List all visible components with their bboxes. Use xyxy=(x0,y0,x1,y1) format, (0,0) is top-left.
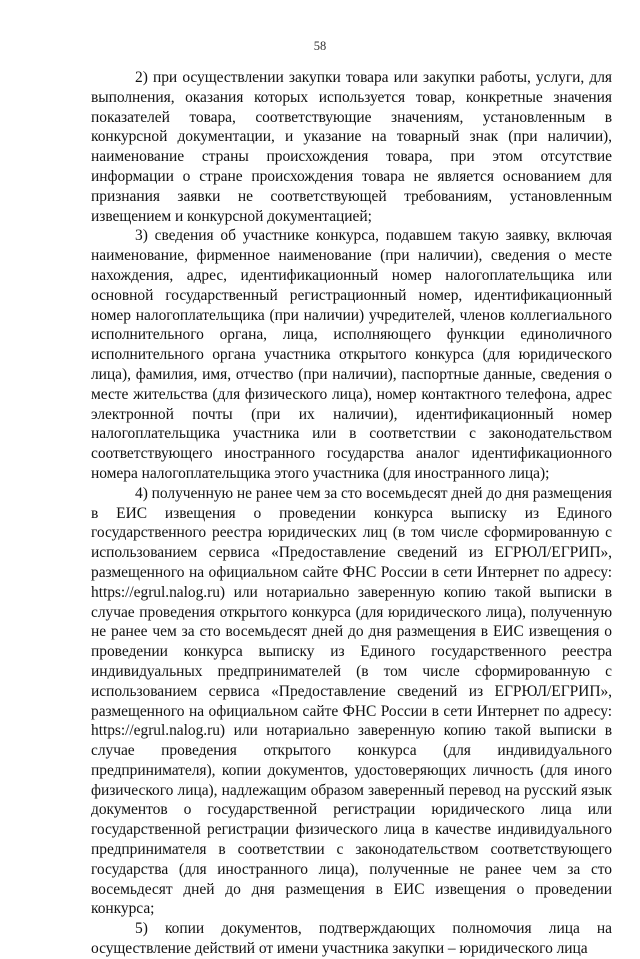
paragraph-item-5: 5) копии документов, подтверждающих полномочия лица на осуществление действий от имени участника закупки – юридического лица xyxy=(91,920,612,958)
paragraph-item-2: 2) при осуществлении закупки товара или закупки работы, услуги, для выполнения, оказания которых используется товар, конкретные значения показателей товара, соответствующие значениям, установленным в конкурсной документации, и указание на товарный знак (при наличии), наименование страны происхождения товара, при этом отсутствие информации о стране происхождения товара не является основанием для признания заявки не соответствующей требованиям, установленным извещением и конкурсной документацией; xyxy=(91,69,612,225)
page-number: 58 xyxy=(313,39,327,53)
paragraph-item-4: 4) полученную не ранее чем за сто восемьдесят дней до дня размещения в ЕИС извещения о проведении конкурса выписку из Единого государственного реестра юридических лиц (в том числе сформированную с использованием сервиса «Предоставление сведений из ЕГРЮЛ/ЕГРИП», размещенного на официальном сайте ФНС России в сети Интернет по адресу: https://egrul.nalog.ru) или нотариально заверенную копию такой выписки в случае проведения открытого конкурса (для юридического лица), полученную не ранее чем за сто восемьдесят дней до дня размещения в ЕИС извещения о проведении конкурса выписку из Единого государственного реестра индивидуальных предпринимателей (в том числе сформированную с использованием сервиса «Предоставление сведений из ЕГРЮЛ/ЕГРИП», размещенного на официальном сайте ФНС России в сети Интернет по адресу: https://egrul.nalog.ru) или нотариально заверенную копию такой выписки в случае проведения открытого конкурса (для индивидуального предпринимателя), копии документов, удостоверяющих личность (для иного физического лица), надлежащим образом заверенный перевод на русский язык документов о государственной регистрации юридического лица или государственной регистрации физического лица в качестве индивидуального предпринимателя в соответствии с законодательством соответствующего государства (для иностранного лица), полученные не ранее чем за сто восемьдесят дней до дня размещения в ЕИС извещения о проведении конкурса; xyxy=(91,484,612,918)
paragraph-item-3: 3) сведения об участнике конкурса, подавшем такую заявку, включая наименование, фирменное наименование (при наличии), сведения о месте нахождения, адрес, идентификационный номер налогоплательщика или основной государственный регистрационный номер, идентификационный номер налогоплательщика (при наличии) учредителей, членов коллегиального исполнительного органа, лица, исполняющего функции единоличного исполнительного органа участника открытого конкурса (для юридического лица), фамилия, имя, отчество (при наличии), паспортные данные, сведения о месте жительства (для физического лица), номер контактного телефона, адрес электронной почты (при их наличии), идентификационный номер налогоплательщика участника или в соответствии с законодательством соответствующего иностранного государства аналог идентификационного номера налогоплательщика этого участника (для иностранного лица); xyxy=(91,227,612,482)
document-body xyxy=(91,68,612,959)
